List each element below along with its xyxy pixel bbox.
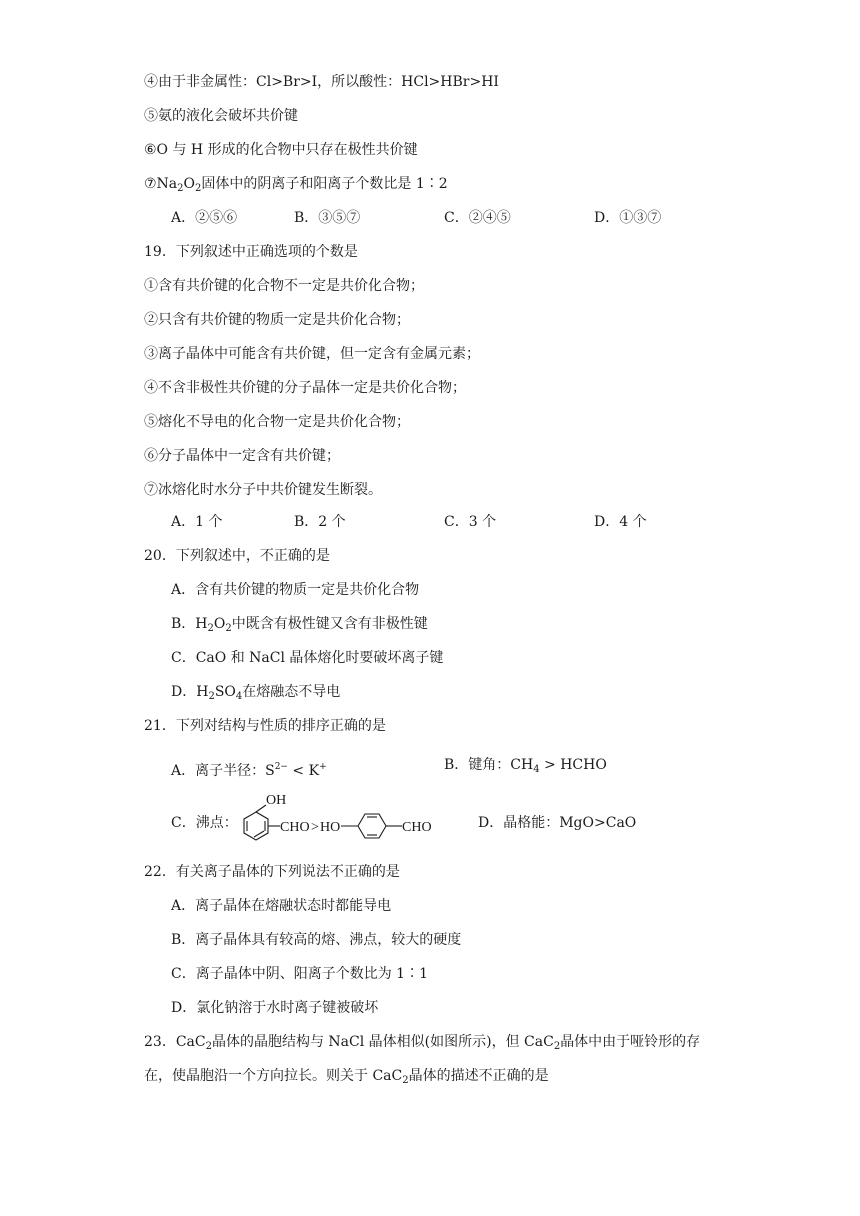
salicylaldehyde-ring (244, 805, 280, 840)
q22-option-c: C．离子晶体中阴、阳离子个数比为 1∶1 (171, 966, 428, 982)
q19-stem: 19．下列叙述中正确选项的个数是 (144, 244, 358, 260)
q23-stem-line-2: 在，使晶胞沿一个方向拉长。则关于 CaC$_2$晶体的描述不正确的是 (144, 1068, 549, 1086)
aldehyde-label-2: CHO (402, 820, 432, 835)
hydroxyl-label-2: HO (320, 820, 341, 835)
q23-stem-line-1: 23．CaC$_2$晶体的晶胞结构与 NaCl 晶体相似(如图所示)，但 CaC$_2$晶体中由于哑铃形的存 (144, 1034, 701, 1052)
q19-item-7: ⑦冰熔化时水分子中共价键发生断裂。 (144, 482, 382, 498)
aldehyde-label-1: CHO (280, 820, 310, 835)
q19-item-6: ⑥分子晶体中一定含有共价键； (144, 448, 340, 464)
q21-option-a: A．离子半径：$S^{2-} < K^+$ (171, 762, 327, 779)
q21-option-d: D．晶格能：MgO>CaO (478, 815, 637, 831)
q19-option-d: D．4 个 (594, 514, 647, 530)
q19-item-5: ⑤熔化不导电的化合物一定是共价化合物； (144, 414, 410, 430)
q19-item-2: ②只含有共价键的物质一定是共价化合物； (144, 312, 410, 328)
q22-option-b: B．离子晶体具有较高的熔、沸点，较大的硬度 (171, 932, 462, 948)
q19-option-a: A．1 个 (171, 514, 223, 530)
greater-than-sign: > (311, 820, 319, 835)
q19-item-1: ①含有共价键的化合物不一定是共价化合物； (144, 278, 424, 294)
q19-item-3: ③离子晶体中可能含有共价键，但一定含有金属元素； (144, 346, 480, 362)
q18-option-a: A．②⑤⑥ (171, 210, 238, 226)
q19-option-c: C．3 个 (444, 514, 497, 530)
q18-option-b: B．③⑤⑦ (294, 210, 361, 226)
q22-stem: 22．有关离子晶体的下列说法不正确的是 (144, 864, 400, 880)
statement-4: ④由于非金属性：Cl>Br>I，所以酸性：HCl>HBr>HI (144, 74, 499, 90)
q21-option-b: B．键角：$CH_4$ > HCHO (444, 757, 607, 775)
statement-6: ⑥O 与 H 形成的化合物中只存在极性共价键 (144, 142, 418, 158)
q19-option-b: B．2 个 (294, 514, 346, 530)
q20-option-d: D．$H_2SO_4$在熔融态不导电 (171, 684, 341, 702)
statement-5: ⑤氨的液化会破坏共价键 (144, 108, 298, 124)
statement-7: $⑦Na_2O_2$固体中的阴离子和阳离子个数比是 1∶2 (144, 176, 448, 194)
q21-stem: 21．下列对结构与性质的排序正确的是 (144, 718, 386, 734)
q22-option-d: D．氯化钠溶于水时离子键被破坏 (171, 1000, 379, 1016)
q21-option-c-label: C．沸点： (171, 815, 238, 831)
q18-option-c: C．②④⑤ (444, 210, 511, 226)
q20-stem: 20．下列叙述中，不正确的是 (144, 548, 330, 564)
q20-option-a: A．含有共价键的物质一定是共价化合物 (171, 582, 420, 598)
q21-option-c-structure (238, 790, 458, 846)
hydroxyl-label: OH (266, 793, 287, 808)
q18-option-d: D．①③⑦ (594, 210, 662, 226)
q20-option-b: B．$H_2O_2$中既含有极性键又含有非极性键 (171, 616, 428, 634)
q19-item-4: ④不含非极性共价键的分子晶体一定是共价化合物； (144, 380, 466, 396)
p-hydroxybenzaldehyde-ring (341, 814, 402, 838)
q22-option-a: A．离子晶体在熔融状态时都能导电 (171, 898, 392, 914)
q20-option-c: C．CaO 和 NaCl 晶体熔化时要破坏离子键 (171, 650, 444, 666)
